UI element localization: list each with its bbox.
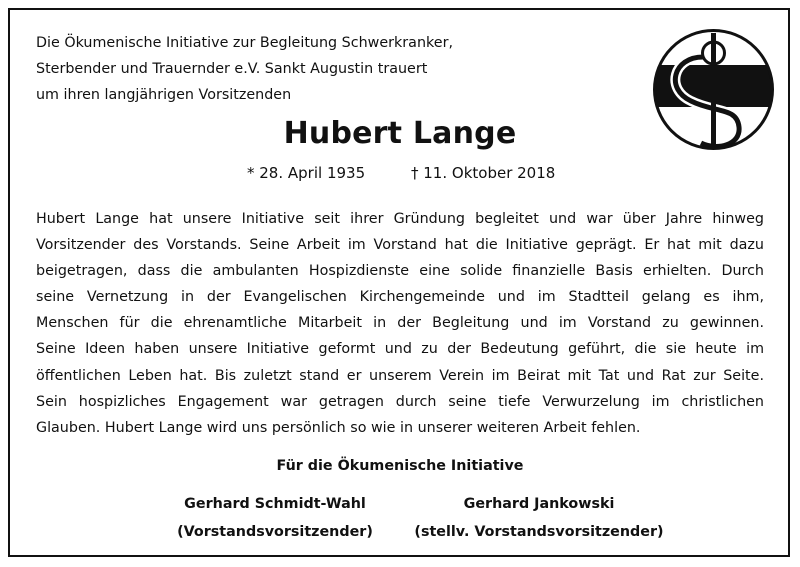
tribute-line: Sein hospizliches Engagement war getragen durch seine tiefe Verwurzelung im christlichen (36, 393, 764, 410)
tribute-line: Glauben. Hubert Lange wird uns persönlich so wie in unserer weiteren Arbeit fehlen. (36, 419, 641, 436)
signer-role: (stellv. Vorstandsvorsitzender) (414, 524, 664, 540)
intro-text (36, 30, 496, 108)
tribute-line: Vorsitzender des Vorstands. Seine Arbeit im Vorstand hat die Initiative geprägt. Er hat mit dazu (36, 237, 764, 254)
intro-line: Die Ökumenische Initiative zur Begleitung Schwerkranker, (36, 35, 453, 51)
death-date: † 11. Oktober 2018 (411, 164, 556, 182)
signer-left (170, 490, 380, 546)
intro-line: Sterbender und Trauernder e.V. Sankt Augustin trauert (36, 61, 428, 77)
signer-role: (Vorstandsvorsitzender) (177, 524, 373, 540)
tribute-text (36, 206, 764, 441)
intro-line: um ihren langjährigen Vorsitzenden (36, 87, 292, 103)
signer-name: Gerhard Schmidt-Wahl (184, 496, 366, 512)
tribute-line: öffentlichen Leben hat. Bis zuletzt stand er unserem Verein im Beirat mit Tat und Rat zur Seite. (36, 367, 764, 384)
tribute-line: seine Vernetzung in der Evangelischen Kirchengemeinde und im Stadtteil gelang es ihm, (36, 289, 764, 306)
deceased-name: Hubert Lange (283, 116, 517, 151)
tribute-line: Seine Ideen haben unsere Initiative geformt und zu der Bedeutung geführt, die sie heute im (36, 341, 764, 358)
signature-heading: Für die Ökumenische Initiative (276, 458, 524, 474)
birth-date: * 28. April 1935 (247, 164, 366, 182)
signer-right (414, 490, 664, 546)
tribute-line: Hubert Lange hat unsere Initiative seit ihrer Gründung begleitet und war über Jahre hinweg (36, 211, 764, 227)
tribute-line: Menschen für die ehrenamtliche Mitarbeit in der Begleitung und im Vorstand zu gewinnen. (36, 315, 764, 332)
tribute-line: beigetragen, dass die ambulanten Hospizdienste eine solide finanzielle Basis erhielten. Durch (36, 263, 764, 280)
signer-name: Gerhard Jankowski (463, 496, 615, 512)
